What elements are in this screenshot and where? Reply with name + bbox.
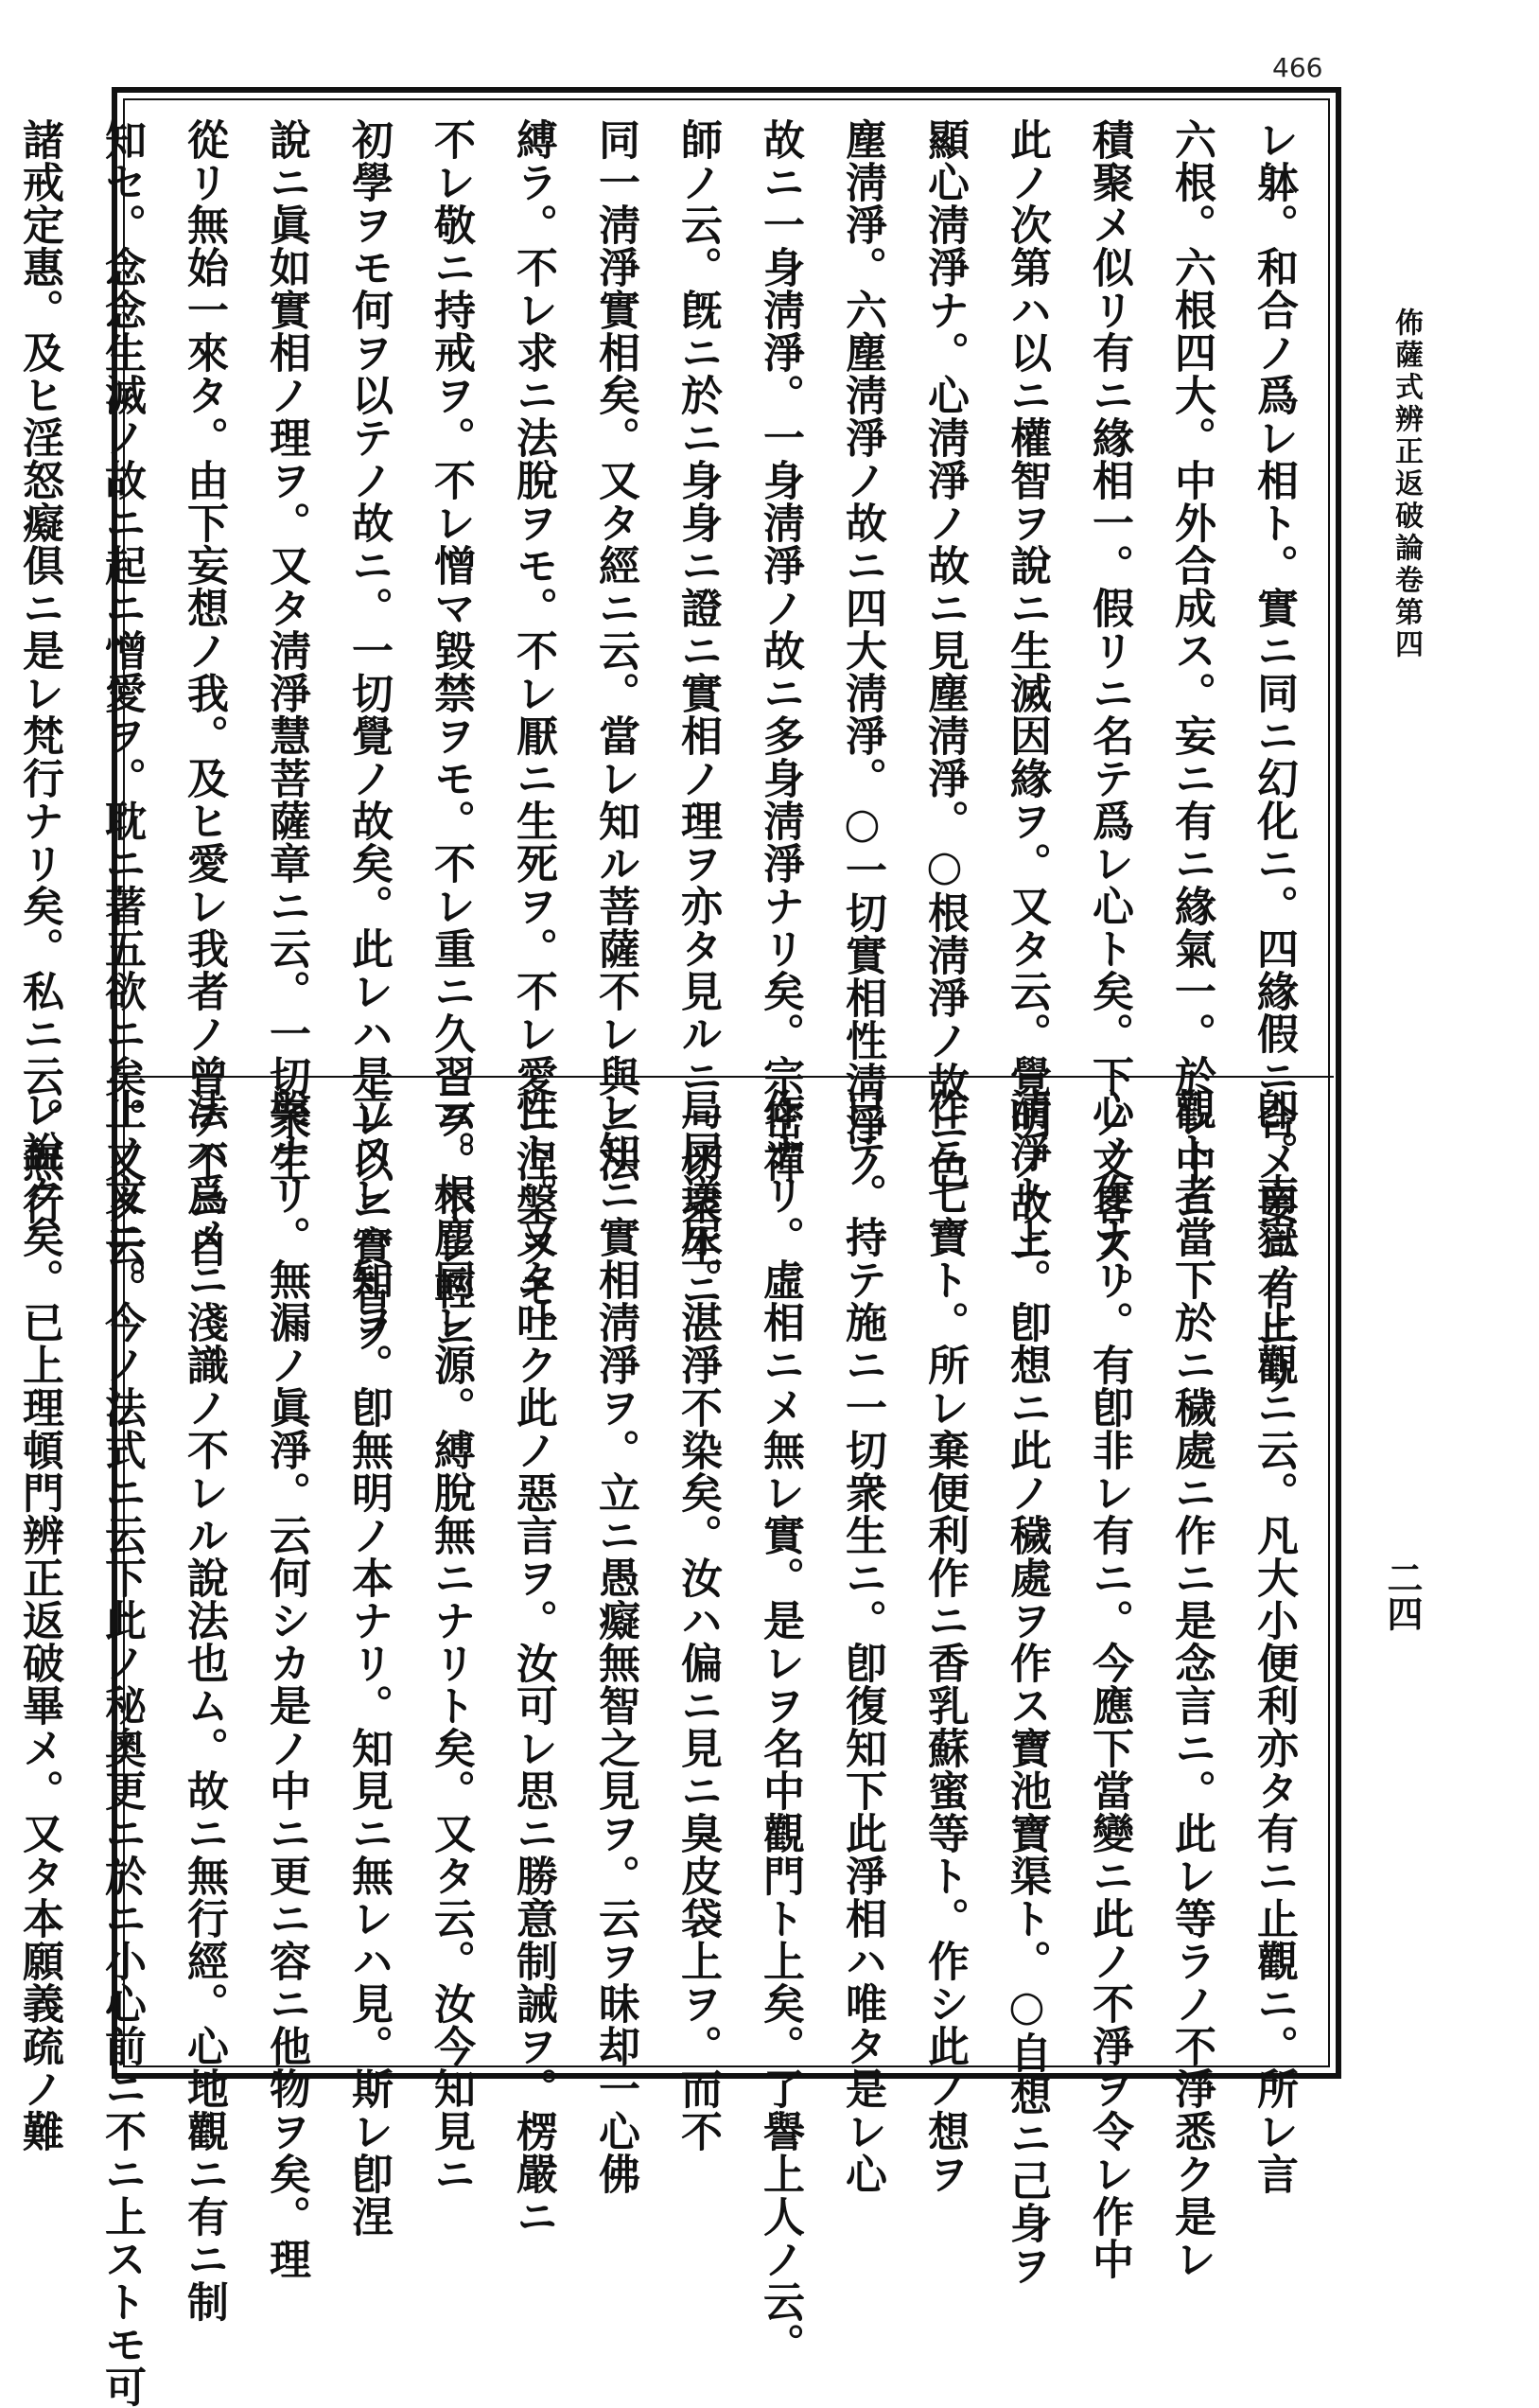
register-divider: [119, 1076, 1334, 1078]
text-column: 故ニ一身淸淨。一身淸淨ノ故ニ多身淸淨ナリ矣。宗密禪: [756, 118, 804, 1183]
text-column: 作ナリ。虛相ニメ無レ實。是レヲ名中觀門ト上矣。了譽上人ノ云。: [756, 1088, 804, 2365]
text-column: 局屎送尿。湛淨不染矣。汝ハ偏ニ見ニ臭皮袋上ヲ。而不: [673, 1088, 722, 2153]
text-column: 此ノ次第ハ以ニ權智ヲ說ニ生滅因緣ヲ。又タ云。覺明ノ故ニ: [1003, 118, 1051, 1268]
leaf-number: 466: [1272, 52, 1323, 83]
text-column: 諸戒定惠。及ヒ淫怒癡倶ニ是レ梵行ナリ矣。私ニ云。無行: [15, 118, 63, 1225]
text-column: 知セ。念念生滅ノ故ニ起ニ憎愛ヲ。耽ニ著五欲ニ矣。又タ云。: [97, 118, 146, 1310]
text-column: レ躰。和合ノ爲レ相ト。實ニ同ニ幻化ニ。四緣假ニ合メ妄ニ有ニリ: [1250, 118, 1298, 1396]
text-column: 已テ。持テ施ニ一切衆生ニ。卽復知下此淨相ハ唯タ是レ心: [838, 1088, 886, 2195]
text-column: 立スレハ知ヲ。卽無明ノ本ナリ。知見ニ無レハ見。斯レ卽涅: [344, 1088, 393, 2238]
text-column: 淸淨ト上。卽想ニ此ノ穢處ヲ作ス寶池寶渠ト。○自想ニ己身ヲ: [1003, 1088, 1051, 2287]
running-title: 佈薩式辨正返破論卷第四: [1390, 308, 1423, 661]
text-column: 心ノ作ナリ。有卽非レ有ニ。今應下當變ニ此ノ不淨ヲ令レ作中: [1085, 1088, 1133, 2280]
text-column: 積聚メ似リ有ニ緣相一。假リニ名テ爲レ心ト矣。下ノ文畧ス。: [1085, 118, 1133, 1310]
text-column: 師ノ云。旣ニ於ニ身身ニ證ニ實相ノ理ヲ亦タ見ルニ一切衆生ニ: [673, 118, 722, 1310]
text-column: 性ト。又タ吐ク此ノ惡言ヲ。汝可レ思ニ勝意制誡ヲ。楞嚴ニ: [509, 1088, 557, 2238]
page-number: 二四: [1381, 1559, 1424, 1631]
text-column: 槃ナリ。無漏ノ眞淨。云何シカ是ノ中ニ更ニ容ニ他物ヲ矣。理: [262, 1088, 310, 2280]
text-column: 觀ト者當下於ニ穢處ニ作ニ是念言ニ。此レ等ラノ不淨悉ク是レ: [1167, 1088, 1215, 2280]
text-column: 從リ無始一來タ。由下妄想ノ我。及ヒ愛レ我者ノ曾テ不ニ自: [180, 118, 228, 1268]
text-column: 塵淸淨。六塵淸淨ノ故ニ四大淸淨。○一切實相性淸淨ノ: [838, 118, 886, 1189]
lower-register: [15, 1088, 1315, 2408]
text-column: 顯心淸淨ナ。心淸淨ノ故ニ見塵淸淨。○根淸淨ノ故ニ色: [920, 118, 969, 1189]
text-column: 云。根塵同レ源。縛脫無ニナリト矣。又タ云。汝今知見ニ: [427, 1088, 475, 2195]
text-column: レ知ニ實相淸淨ヲ。立ニ愚癡無智之見ヲ。云ヲ昧却一心佛: [591, 1088, 639, 2195]
text-column: 作ニ七寶ト。所レ棄便利作ニ香乳蘇蜜等ト。作シ此ノ想ヲ: [920, 1088, 969, 2195]
text-column: 六根。六根四大。中外合成ス。妄ニ有ニ緣氣一。於レ中ニ: [1167, 118, 1215, 1225]
text-column: 卽。南嶽ノ止觀ニ云。凡大小便利亦タ有ニ止觀ニ。所レ言: [1250, 1088, 1298, 2195]
text-column: 說ニ眞如實相ノ理ヲ。又タ淸淨慧菩薩章ニ云。一切衆生: [262, 118, 310, 1183]
text-column: 縛ラ。不レ求ニ法脫ヲモ。不レ厭ニ生死ヲ。不レ愛ニ涅槃ヲモ。: [509, 118, 557, 1353]
text-column: 同一淸淨實相矣。又タ經ニ云。當レ知ル菩薩不レ與ニ法: [591, 118, 639, 1183]
text-column: 不レ敬ニ持戒ヲ。不レ憎マ毀禁ヲモ。不レ重ニ久習ヲ。不レ輕ニ: [427, 118, 475, 1353]
text-column: 法ハ爲メニ淺識ノ不レル說法也ム。故ニ無行經。心地觀ニ有ニ制: [180, 1088, 228, 2323]
text-column: 初學ヲモ何ヲ以テノ故ニ。一切覺ノ故矣。此レハ是レ以ニ實智ヲ: [344, 118, 393, 1353]
text-column: 止ノ文ニ。今ノ法式ニ云下此ノ秘奧更ニ於ニ小心前ニ不ニ上ストモ可: [97, 1088, 146, 2408]
text-column: レ說ク矣。已上理頓門辨正返破畢メ。又タ本願義疏ノ難: [15, 1088, 63, 2153]
upper-register: [15, 118, 1315, 1396]
